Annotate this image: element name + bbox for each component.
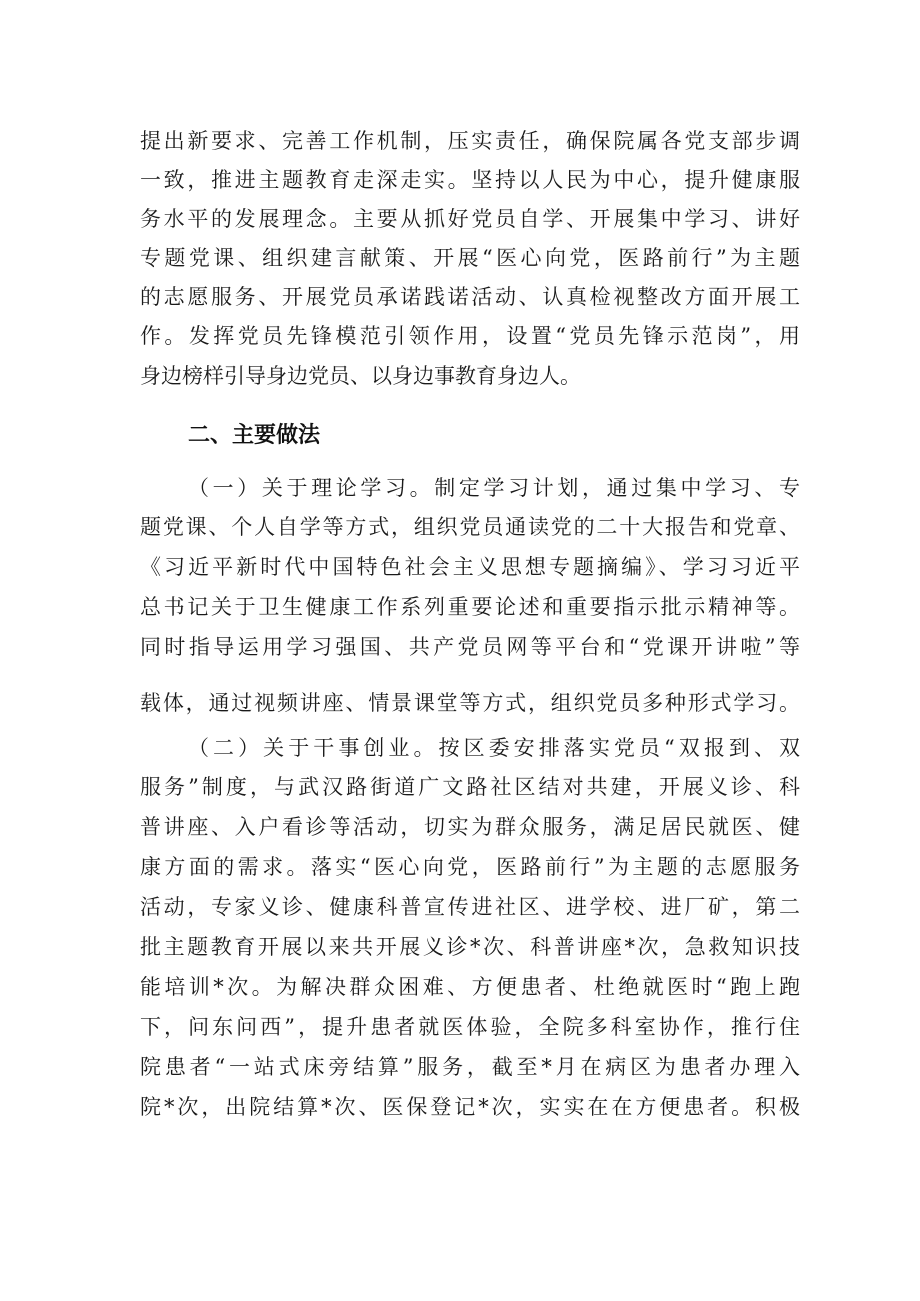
- text-line: 院患者“一站式床旁结算”服务，截至*月在病区为患者办理入: [140, 1055, 800, 1079]
- section-heading: 二、主要做法: [188, 423, 321, 448]
- text-line: 总书记关于卫生健康工作系列重要论述和重要指示批示精神等。: [140, 595, 800, 619]
- text-line: （一）关于理论学习。制定学习计划，通过集中学习、专: [188, 476, 800, 500]
- text-line: 务水平的发展理念。主要从抓好党员自学、开展集中学习、讲好: [140, 207, 800, 231]
- text-line: 能培训*次。为解决群众困难、方便患者、杜绝就医时“跑上跑: [140, 975, 800, 999]
- text-line: 同时指导运用学习强国、共产党员网等平台和“党课开讲啦”等: [140, 635, 800, 659]
- text-line: 《习近平新时代中国特色社会主义思想专题摘编》、学习习近平: [140, 555, 800, 579]
- text-line: 下，问东问西”，提升患者就医体验，全院多科室协作，推行住: [140, 1015, 800, 1039]
- text-line: 作。发挥党员先锋模范引领作用，设置“党员先锋示范岗”，用: [140, 324, 800, 348]
- text-line: 普讲座、入户看诊等活动，切实为群众服务，满足居民就医、健: [140, 815, 800, 839]
- text-line: 题党课、个人自学等方式，组织党员通读党的二十大报告和党章、: [140, 515, 800, 539]
- text-line: 载体，通过视频讲座、情景课堂等方式，组织党员多种形式学习。: [140, 691, 800, 715]
- text-line: 提出新要求、完善工作机制，压实责任，确保院属各党支部步调: [140, 129, 800, 153]
- text-line: 服务”制度，与武汉路街道广文路社区结对共建，开展义诊、科: [140, 775, 800, 799]
- text-line: 的志愿服务、开展党员承诺践诺活动、认真检视整改方面开展工: [140, 285, 800, 309]
- text-line: 批主题教育开展以来共开展义诊*次、科普讲座*次，急救知识技: [140, 935, 800, 959]
- text-line: 院*次，出院结算*次、医保登记*次，实实在在方便患者。积极: [140, 1095, 800, 1119]
- text-line: 一致，推进主题教育走深走实。坚持以人民为中心，提升健康服: [140, 168, 800, 192]
- text-line: 康方面的需求。落实“医心向党，医路前行”为主题的志愿服务: [140, 855, 800, 879]
- text-line: 身边榜样引导身边党员、以身边事教育身边人。: [140, 364, 581, 388]
- text-line: 专题党课、组织建言献策、开展“医心向党，医路前行”为主题: [140, 246, 800, 270]
- text-line: （二）关于干事创业。按区委安排落实党员“双报到、双: [188, 736, 800, 760]
- text-line: 活动，专家义诊、健康科普宣传进社区、进学校、进厂矿，第二: [140, 895, 800, 919]
